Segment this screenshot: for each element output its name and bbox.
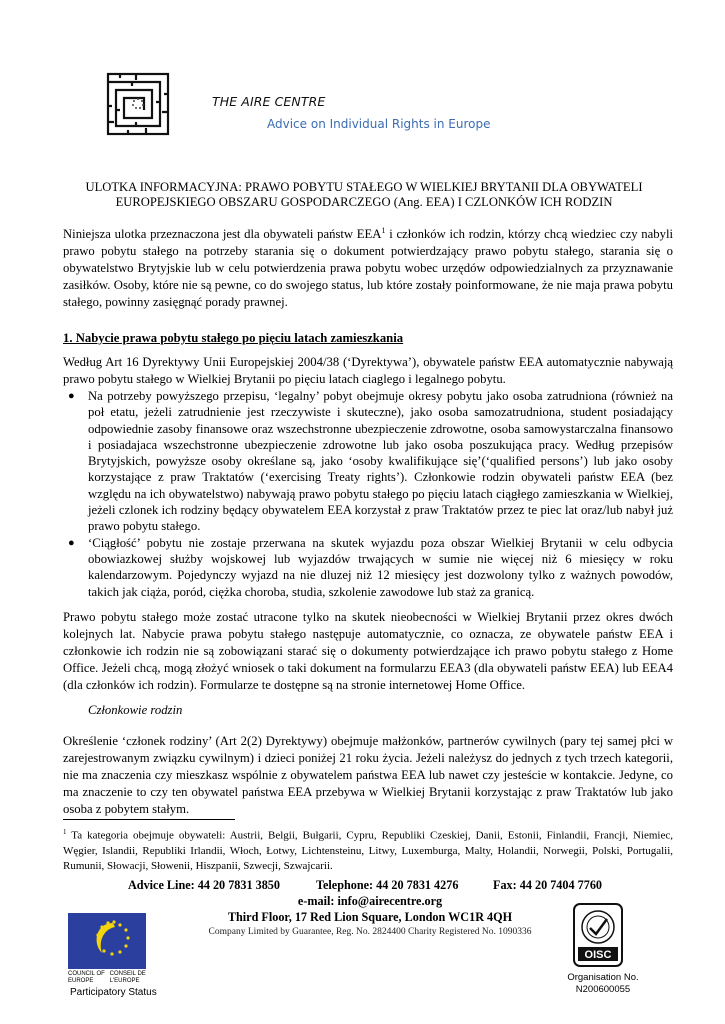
advice-line: Advice Line: 44 20 7831 3850 xyxy=(128,878,280,892)
intro-paragraph xyxy=(63,222,673,311)
footnote xyxy=(63,825,673,874)
intro-text-end: i członków ich rodzin, którzy chcą wiedziec czy nabyli prawo pobytu stałego na potrzeby starania się o dokument potwierdzający prawo pobytu stałego, starania się o obywatelstwo Brytyjskie lub w celu potwierdzenia prawa pobytu wobec urzędów odpowiedzialnych za przyznawanie zasiłków. Osoby, które nie są pewne, co do swojego status, lub które zostały poinformowane, że nie maja prawa pobytu stałego, powinny zasięgnąć porady prawnej. xyxy=(63,227,673,310)
bullet-list xyxy=(63,388,673,600)
intro-text-start: Niniejsza ulotka przeznaczona jest dla obywateli państw EEA xyxy=(63,227,382,242)
list-item xyxy=(63,535,673,600)
family-paragraph: Określenie ‘członek rodziny’ (Art 2(2) Dyrektywy) obejmuje małżonków, partnerów cywilnych (pary tej samej płci w zarejestrowanym związku cywilnym) i dzieci poniżej 21 roku życia. Jeżeli należysz do jednych z tych trzech kategorii, nie ma znaczenia czy mieszkasz wspólnie z obywatelem państwa EEA lub nawet czy jesteście w kontakcie. Jedyne, co ma znaczenie to czy ten obywatel państwa EEA przebywa w Wielkiej Brytanii korzystając z praw Traktatów lub jako osoba z pobytem stałym. xyxy=(63,734,673,816)
list-item-text: Na potrzeby powyższego przepisu, ‘legalny’ pobyt obejmuje okresy pobytu jako osoba zatrudniona (również na poł etatu, jeżeli zatrudnienie jest rzeczywiste i skuteczne), jako osoba samozatrudniona, student posiadający odpowiednie zasoby finansowe oraz wszechstronne ubezpieczenie zdrowotne, osoba samowystarczalna finansowo i posiadajaca wszechstronne ubezpieczenie zdrowotne lub jako osoba poszukująca pracy. Według przepisów Brytyjskich, powyższe osoby określane są, jako ‘osoby kwalifikujące się’(‘qualified persons’) lub jako osoby korzystające z praw Traktatów (‘exercising Treaty rights’). Członkowie rodzin obywateli państw EEA (bez względu na ich obywatelstwo) nabywają prawo pobytu stałego po pięciu latach ciągłego zamieszkania w Wielkiej, jeżeli czlonek ich rodziny będący obywatelem EEA korzystał z praw Traktatów przez te piec lat oraz/lub nabył już prawo pobytu stałego. xyxy=(88,389,673,534)
oisc-logo-icon xyxy=(573,903,623,967)
loss-paragraph: Prawo pobytu stałego może zostać utracone tylko na skutek nieobecności w Wielkiej Brytanii przez okres dwóch kolejnych lat. Nabycie prawa pobytu stałego następuje automatycznie, co oznacza, ze obywatele państw EEA i członkowie ich rodzin nie są zobowiązani starać się o dokumenty potwierdzające ich prawo pobytu stałego z Home Office. Jeżeli chcą, mogą złożyć wniosek o taki dokument na formularzu EEA3 (dla obywateli państw EEA) lub EEA4 (dla członków ich rodzin). Formularze te dostępne są na stronie internetowej Home Office. xyxy=(63,610,673,692)
organisation-number-block xyxy=(563,972,643,996)
address: Third Floor, 17 Red Lion Square, London WC1R 4QH xyxy=(227,910,513,924)
coe-name-en: COUNCIL OF EUROPE xyxy=(68,971,105,984)
footnote-text: Ta kategoria obejmuje obywateli: Austrii, Belgii, Bułgarii, Cypru, Republiki Czeskiej, Danii, Estonii, Finlandii, Francji, Niemiec, Węgier, Islandii, Republiki Irlandii, Włoch, Łotwy, Lichtensteinu, Litwy, Luxemburga, Malty, Holandii, Norwegii, Polski, Portugalii, Rumunii, Słowacji, Słowenii, Hiszpanii, Szwecji, Szwajcarii. xyxy=(63,829,673,873)
footnote-reference: 1 xyxy=(381,226,386,235)
family-subheading: Członkowie rodzin xyxy=(88,703,183,717)
bullet-icon: ● xyxy=(68,536,75,549)
council-of-europe-logo-icon xyxy=(68,913,146,969)
oisc-label: OISC xyxy=(584,949,612,961)
email: e-mail: info@airecentre.org xyxy=(297,894,443,908)
section-heading: 1. Nabycie prawa pobytu stałego po pięciu latach zamieszkania xyxy=(63,331,404,345)
participatory-status: Participatory Status xyxy=(70,987,157,998)
bullet-icon: ● xyxy=(68,390,75,402)
footnote-number: 1 xyxy=(63,828,67,836)
list-item xyxy=(63,388,673,535)
coe-caption xyxy=(68,971,158,985)
footnote-divider xyxy=(63,819,235,820)
org-name: THE AIRE CENTRE xyxy=(212,94,326,109)
document-title: ULOTKA INFORMACYJNA: PRAWO POBYTU STAŁEGO W WIELKIEJ BRYTANII DLA OBYWATELI EUROPEJSKIEGO OBSZARU GOSPODARCZEGO (Ang. EEA) I CZLONKÓW ICH RODZIN xyxy=(85,180,643,209)
fax: Fax: 44 20 7404 7760 xyxy=(493,878,603,892)
maze-logo-icon xyxy=(106,72,170,136)
list-item-text: ‘Ciągłość’ pobytu nie zostaje przerwana na skutek wyjazdu poza obszar Wielkiej Brytanii w celu odbycia obowiazkowej służby wojskowej lub wyjazdów trwających w sumie nie więcej niż 6 miesięcy w roku kalendarzowym. Pojedynczy wyjazd na nie dluzej niż 12 miesięcy jest dozwolony tylko z ważnych powodów, takich jak ciąża, poród, ciężka choroba, studia, szkolenie zawodowe lub staż za granicą. xyxy=(88,535,673,599)
telephone: Telephone: 44 20 7831 4276 xyxy=(316,878,459,892)
company-registration: Company Limited by Guarantee, Reg. No. 2824400 Charity Registered No. 1090336 xyxy=(208,927,532,937)
org-no-value: N200600055 xyxy=(575,984,631,995)
org-no-label: Organisation No. xyxy=(567,972,639,983)
article16-paragraph: Według Art 16 Dyrektywy Unii Europejskiej 2004/38 (‘Dyrektywa’), obywatele państw EEA automatycznie nabywają prawo pobytu stałego w Wielkiej Brytanii po pięciu latach ciaglego i legalnego pobytu. xyxy=(63,355,673,386)
coe-name-fr: CONSEIL DE L'EUROPE xyxy=(109,971,146,984)
org-tagline: Advice on Individual Rights in Europe xyxy=(267,117,491,131)
